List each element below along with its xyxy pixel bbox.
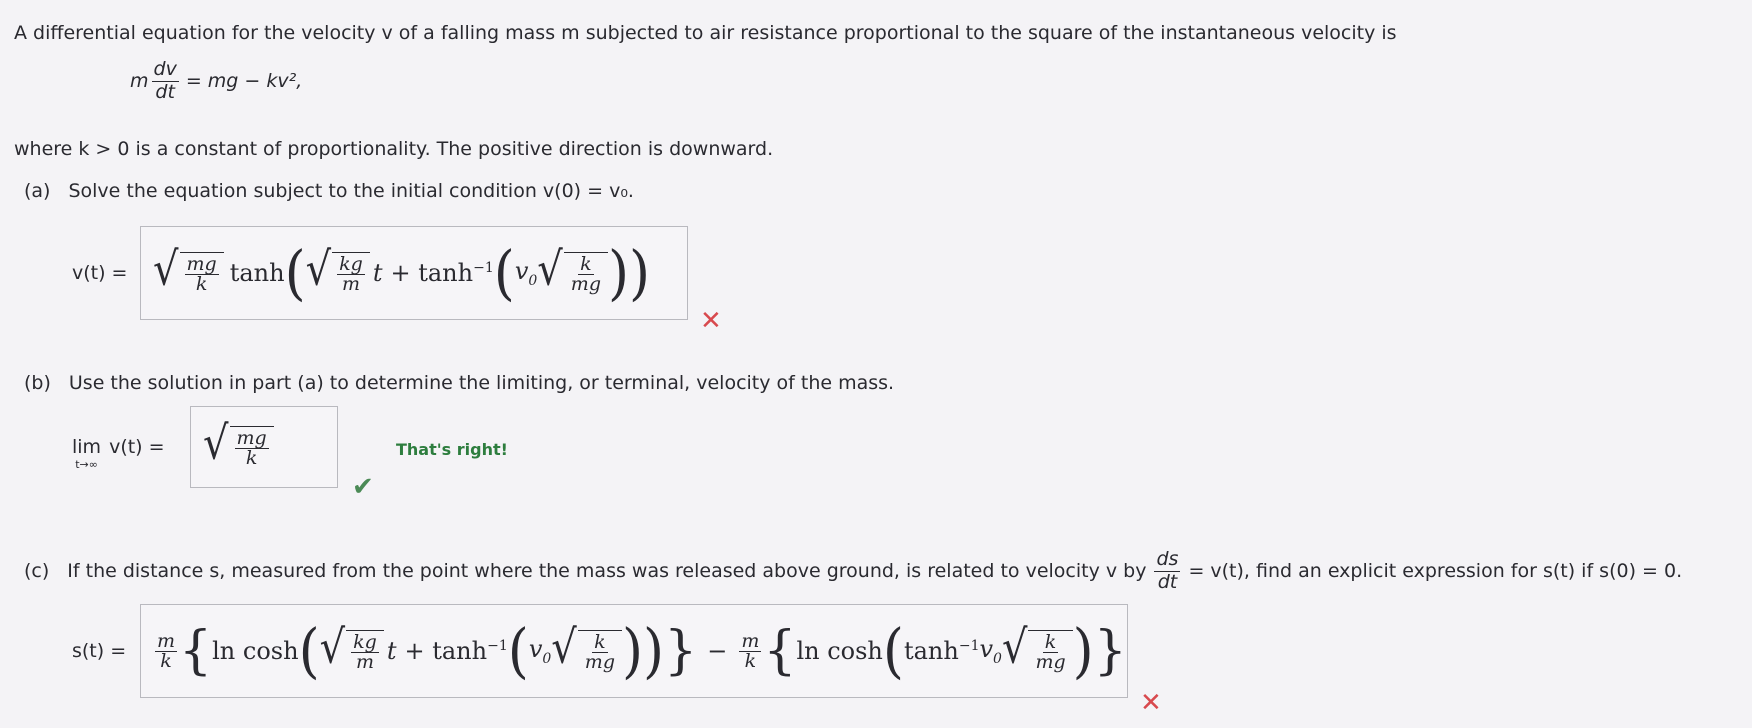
main-equation	[130, 60, 302, 103]
where-text: where k > 0 is a constant of proportionality. The positive direction is downward.	[14, 138, 774, 160]
lim-text: lim	[72, 436, 102, 458]
part-a-prompt: Solve the equation subject to the initial condition v(0) = v₀.	[68, 180, 634, 202]
equation-rhs: = mg − kv²,	[185, 70, 303, 93]
part-b-feedback: That's right!	[396, 440, 508, 459]
part-a-answer-box[interactable]	[140, 226, 688, 320]
part-a-expression: √ $\frac{mg}{k}$ tanh ( √ $\frac{kg}{m}$ t + $\tanh^{-1}$ ( $v_0$ √ $\frac{k}{mg}$ ))	[153, 237, 651, 308]
part-a-incorrect-icon: ✕	[700, 306, 722, 336]
part-a-answer-label: v(t) =	[72, 262, 128, 284]
part-a-prompt-row	[24, 180, 634, 202]
part-c-frac-num: ds	[1156, 548, 1179, 570]
part-b-answer-label: v(t) =	[109, 436, 165, 458]
part-c-answer-label: s(t) =	[72, 640, 127, 662]
part-b-prompt-row	[24, 372, 894, 394]
part-c-prompt-after: = v(t), find an explicit expression for s(t) if s(0) = 0.	[1188, 560, 1683, 583]
part-c-expression: $\frac{m}{k}$ { ln cosh ( √ $\frac{kg}{m}$ t + $\tanh^{-1}$ ( $v_0$ √ $\frac{k}{mg}$ )) } − $\frac{m}{k}$ { ln cosh ( $\tanh^{-1}$ $v_0$ √ $\frac{k}{mg}$ ) }	[157, 615, 1127, 686]
part-c-frac-den: dt	[1157, 570, 1178, 593]
intro-text: A differential equation for the velocity v of a falling mass m subjected to air resistance proportional to the square of the instantaneous velocity is	[14, 22, 1397, 44]
part-c-prompt-row	[24, 550, 1682, 593]
part-b-label: (b)	[24, 372, 51, 394]
part-a-label: (a)	[24, 180, 51, 202]
part-b-correct-icon: ✔	[352, 472, 374, 502]
part-c-answer-box[interactable]	[140, 604, 1128, 698]
part-b-answer-box[interactable]	[190, 406, 338, 488]
part-b-prompt: Use the solution in part (a) to determine the limiting, or terminal, velocity of the mass.	[68, 372, 895, 394]
equation-lhs-coef: m	[130, 70, 149, 93]
part-b-expression: √ $\frac{mg}{k}$	[203, 426, 274, 468]
equation-numerator: dv	[153, 58, 177, 80]
lim-subscript: t→∞	[75, 458, 98, 471]
part-b-lim-label	[72, 436, 165, 471]
equation-denominator: dt	[155, 80, 175, 103]
part-c-incorrect-icon: ✕	[1140, 688, 1162, 718]
part-c-prompt-before: If the distance s, measured from the point where the mass was released above ground, is related to velocity v by	[67, 560, 1147, 583]
part-c-label: (c)	[24, 560, 50, 583]
